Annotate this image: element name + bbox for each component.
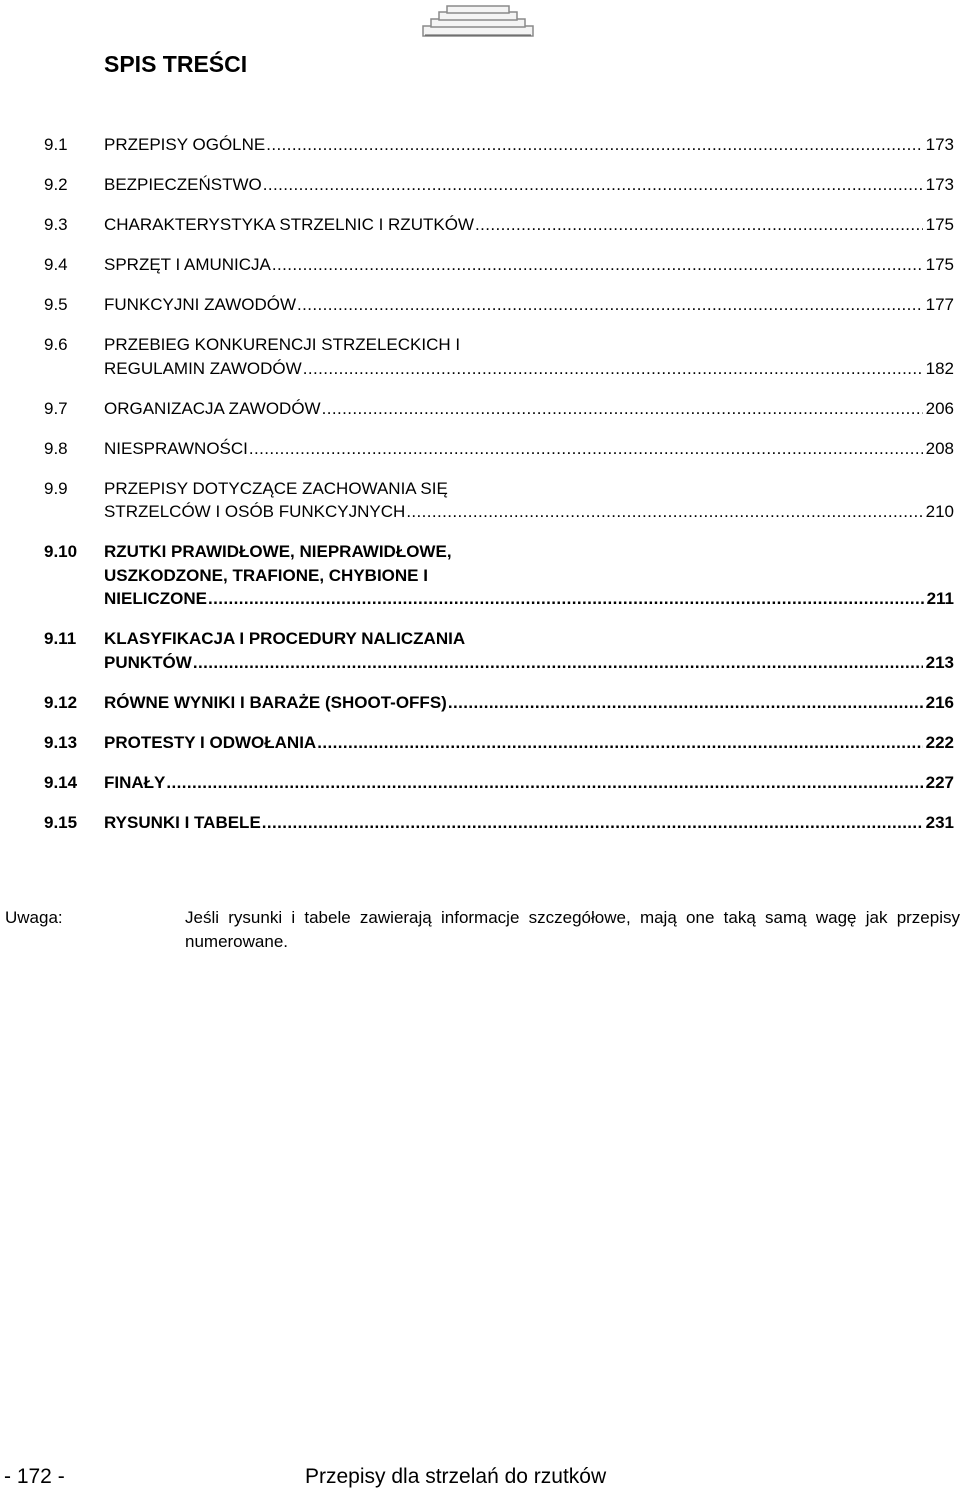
toc-entry-number: 9.13 (44, 732, 78, 752)
toc-entry-line (104, 651, 954, 674)
toc-entry-page: 173 (925, 135, 954, 154)
toc-entry-number: 9.15 (44, 812, 78, 832)
toc-entry-line (104, 587, 954, 610)
toc-entry-number: 9.8 (44, 438, 68, 458)
toc-entry-title: REGULAMIN ZAWODÓW (104, 358, 302, 378)
dot-leader (263, 173, 923, 196)
toc-entry-title: PRZEBIEG KONKURENCJI STRZELECKICH I (104, 335, 461, 354)
toc-entry-title: PRZEPISY DOTYCZĄCE ZACHOWANIA SIĘ (104, 478, 448, 498)
toc-entry-line (104, 357, 954, 380)
toc-entry-number: 9.5 (44, 295, 68, 314)
toc-entry-line (104, 293, 954, 316)
toc-entry-number: 9.9 (44, 478, 68, 498)
dot-leader (297, 293, 923, 316)
toc-entry-page: 175 (925, 255, 954, 274)
toc-entry-title: CHARAKTERYSTYKA STRZELNIC I RZUTKÓW (104, 215, 474, 234)
toc-entry-line (104, 253, 954, 276)
toc-entry-title: RÓWNE WYNIKI I BARAŻE (SHOOT-OFFS) (104, 692, 447, 712)
toc-entry-title: FINAŁY (104, 772, 166, 792)
footer-page-number: - 172 - (4, 1465, 65, 1488)
toc-entry-title: PRZEPISY OGÓLNE (104, 135, 266, 154)
toc-entry-line (104, 731, 954, 754)
dot-leader (208, 587, 924, 610)
toc-entry-page: 182 (925, 358, 954, 378)
toc-entry-line (104, 811, 954, 834)
toc-entry-number: 9.1 (44, 135, 68, 154)
note-text: Jeśli rysunki i tabele zawierają informacje szczegółowe, mają one taką samą wagę jak przepisy numerowane. (185, 908, 960, 951)
toc-entry-page: 175 (925, 215, 954, 234)
toc-entry-title: PUNKTÓW (104, 652, 192, 672)
toc-entry-number: 9.4 (44, 255, 68, 274)
toc-entry-title: USZKODZONE, TRAFIONE, CHYBIONE I (104, 565, 428, 585)
toc-entry-title: NIESPRAWNOŚCI (104, 438, 248, 458)
toc-entry-title: KLASYFIKACJA I PROCEDURY NALICZANIA (104, 629, 466, 648)
toc-entry-page: 213 (925, 652, 954, 672)
toc-entry-page: 227 (925, 772, 954, 792)
toc-entry-number: 9.10 (44, 542, 78, 561)
dot-leader (406, 500, 922, 523)
toc-entry-page: 206 (925, 398, 954, 418)
dot-leader (266, 133, 922, 156)
toc-entry-page: 208 (925, 438, 954, 458)
toc-entry-title: RZUTKI PRAWIDŁOWE, NIEPRAWIDŁOWE, (104, 542, 452, 561)
toc-entry-number: 9.6 (44, 335, 68, 354)
dot-leader (322, 397, 923, 420)
toc-entry-title: PROTESTY I ODWOŁANIA (104, 732, 317, 752)
toc-entry-line (104, 500, 954, 523)
toc-entry-line (104, 213, 954, 236)
dot-leader (272, 253, 923, 276)
note-label: Uwaga: (5, 908, 63, 927)
toc-entry-title: ORGANIZACJA ZAWODÓW (104, 398, 321, 418)
toc-entry-line (104, 771, 954, 794)
toc-entry-number: 9.2 (44, 175, 68, 194)
toc-entry-number: 9.14 (44, 772, 78, 792)
dot-leader (317, 731, 922, 754)
dot-leader (262, 811, 923, 834)
toc-entry-title: STRZELCÓW I OSÓB FUNKCYJNYCH (104, 502, 406, 521)
dot-leader (166, 771, 922, 794)
toc-entry-page: 177 (925, 295, 954, 314)
toc-entry-title: NIELICZONE (104, 589, 207, 608)
toc-entry-line (104, 173, 954, 196)
toc-entry-page: 231 (925, 812, 954, 832)
toc-entry-number: 9.12 (44, 692, 78, 712)
toc-entry-title: SPRZĘT I AMUNICJA (104, 255, 271, 274)
toc-entry-page: 210 (925, 502, 954, 521)
dot-leader (303, 357, 923, 380)
dot-leader (475, 213, 923, 236)
toc-entry-page: 222 (925, 732, 954, 752)
toc-entry-line (104, 397, 954, 420)
toc-entry-line (104, 133, 954, 156)
toc-entry-page: 216 (925, 692, 954, 712)
footer-document-title: Przepisy dla strzelań do rzutków (305, 1465, 607, 1488)
toc-entry-title: BEZPIECZEŃSTWO (104, 175, 262, 194)
toc-entry-number: 9.11 (44, 629, 77, 648)
dot-leader (193, 651, 923, 674)
toc-entry-page: 211 (926, 589, 954, 608)
toc-entry-title: FUNKCYJNI ZAWODÓW (104, 295, 297, 314)
dot-leader (448, 691, 923, 714)
toc-entry-number: 9.3 (44, 215, 68, 234)
dot-leader (249, 437, 923, 460)
toc-entry-line (104, 437, 954, 460)
toc-entry-title: RYSUNKI I TABELE (104, 812, 261, 832)
toc-entry-page: 173 (925, 175, 954, 194)
toc-entry-number: 9.7 (44, 398, 68, 418)
toc-entry-line (104, 691, 954, 714)
toc-title: SPIS TREŚCI (104, 51, 248, 77)
